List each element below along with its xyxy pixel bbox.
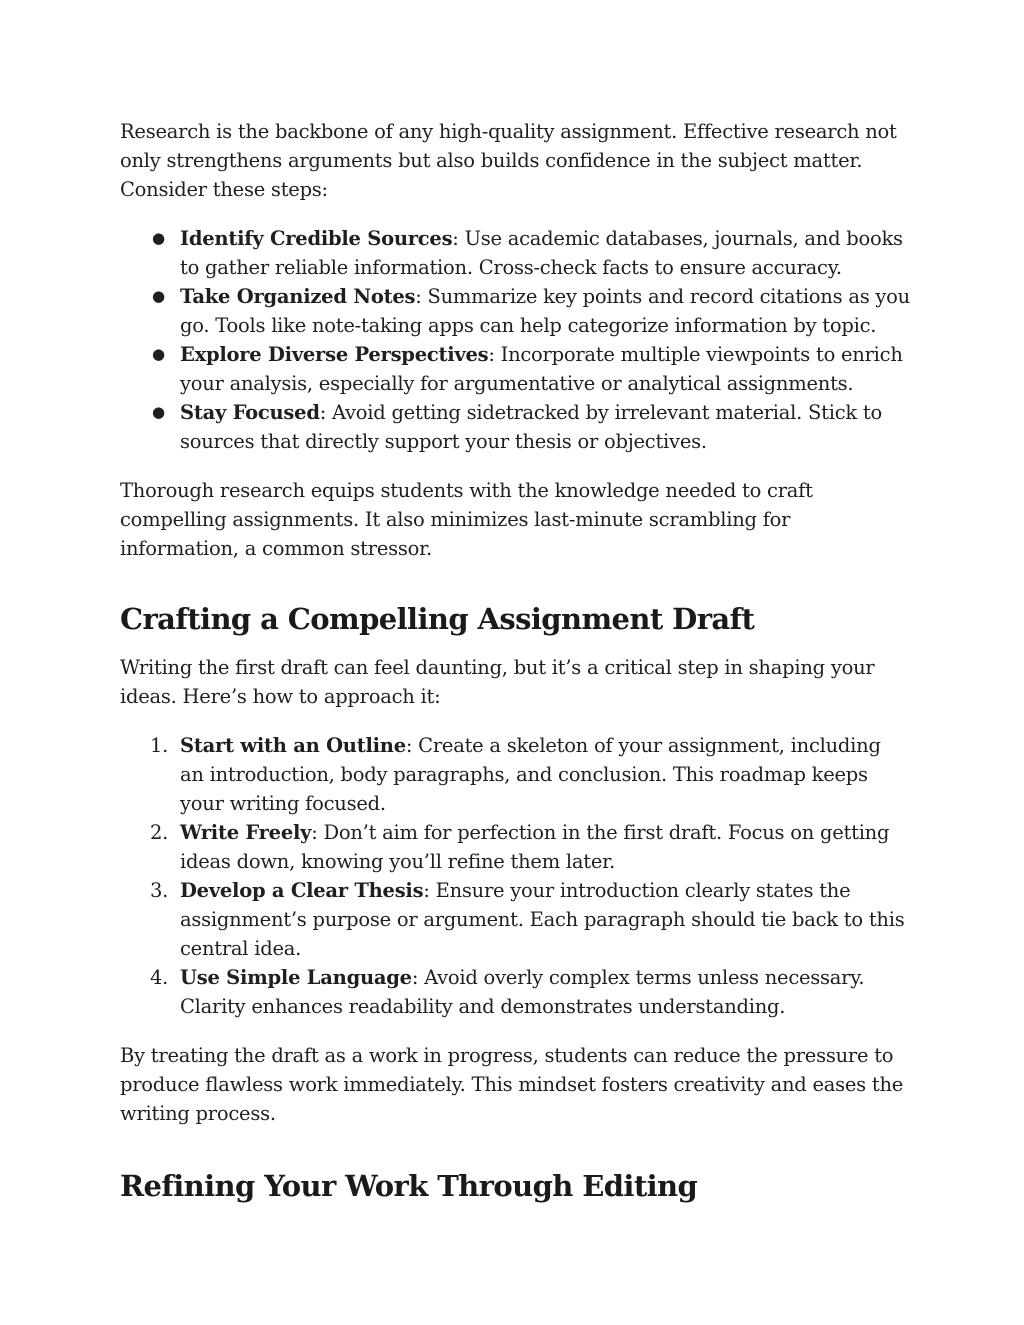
list-item-text: : Avoid getting sidetracked by irrelevant material. Stick to sources that directly support your thesis or objectives. — [180, 401, 883, 453]
bullet-icon: ● — [152, 229, 165, 247]
list-item-number: 1. — [150, 734, 169, 757]
list-item — [120, 731, 910, 818]
list-item — [120, 963, 910, 1021]
list-item — [120, 818, 910, 876]
list-item-term: Take Organized Notes — [180, 285, 416, 308]
list-item-term: Stay Focused — [180, 401, 320, 424]
list-item-term: Use Simple Language — [180, 966, 412, 989]
bullet-icon: ● — [152, 345, 165, 363]
list-item — [120, 224, 910, 282]
research-intro-paragraph: Research is the backbone of any high-quality assignment. Effective research not only strengthens arguments but also builds confidence in the subject matter. Consider these steps: — [120, 120, 897, 201]
research-conclusion-paragraph: Thorough research equips students with the knowledge needed to craft compelling assignments. It also minimizes last-minute scrambling for information, a common stressor. — [120, 479, 813, 560]
list-item-number: 4. — [150, 966, 169, 989]
list-item-text: : Avoid overly complex terms unless necessary. Clarity enhances readability and demonstrates understanding. — [180, 966, 865, 1018]
list-item-text: : Summarize key points and record citations as you go. Tools like note-taking apps can help categorize information by topic. — [180, 285, 910, 337]
draft-intro-paragraph: Writing the first draft can feel daunting, but it’s a critical step in shaping your ideas. Here’s how to approach it: — [120, 656, 875, 708]
research-steps-list — [120, 224, 910, 456]
list-item-text: : Don’t aim for perfection in the first draft. Focus on getting ideas down, knowing you’ll refine them later. — [180, 821, 890, 873]
draft-section-heading: Crafting a Compelling Assignment Draft — [120, 602, 755, 636]
bullet-icon: ● — [152, 403, 165, 421]
list-item-number: 3. — [150, 879, 169, 902]
list-item — [120, 340, 910, 398]
list-item — [120, 282, 910, 340]
list-item-term: Explore Diverse Perspectives — [180, 343, 489, 366]
list-item-term: Develop a Clear Thesis — [180, 879, 424, 902]
list-item-term: Write Freely — [180, 821, 312, 844]
draft-conclusion-paragraph: By treating the draft as a work in progress, students can reduce the pressure to produce flawless work immediately. This mindset fosters creativity and eases the writing process. — [120, 1044, 904, 1125]
list-item-number: 2. — [150, 821, 169, 844]
list-item-text: : Create a skeleton of your assignment, including an introduction, body paragraphs, and conclusion. This roadmap keeps your writing focused. — [180, 734, 881, 815]
draft-steps-list — [120, 731, 910, 1021]
list-item-text: : Use academic databases, journals, and books to gather reliable information. Cross-check facts to ensure accuracy. — [180, 227, 903, 279]
list-item — [120, 398, 910, 456]
list-item-text: : Ensure your introduction clearly states the assignment’s purpose or argument. Each paragraph should tie back to this central idea. — [180, 879, 905, 960]
list-item — [120, 876, 910, 963]
list-item-text: : Incorporate multiple viewpoints to enrich your analysis, especially for argumentative or analytical assignments. — [180, 343, 903, 395]
list-item-term: Identify Credible Sources — [180, 227, 453, 250]
editing-section-heading: Refining Your Work Through Editing — [120, 1169, 698, 1203]
document-page — [120, 117, 910, 1206]
list-item-term: Start with an Outline — [180, 734, 406, 757]
bullet-icon: ● — [152, 287, 165, 305]
